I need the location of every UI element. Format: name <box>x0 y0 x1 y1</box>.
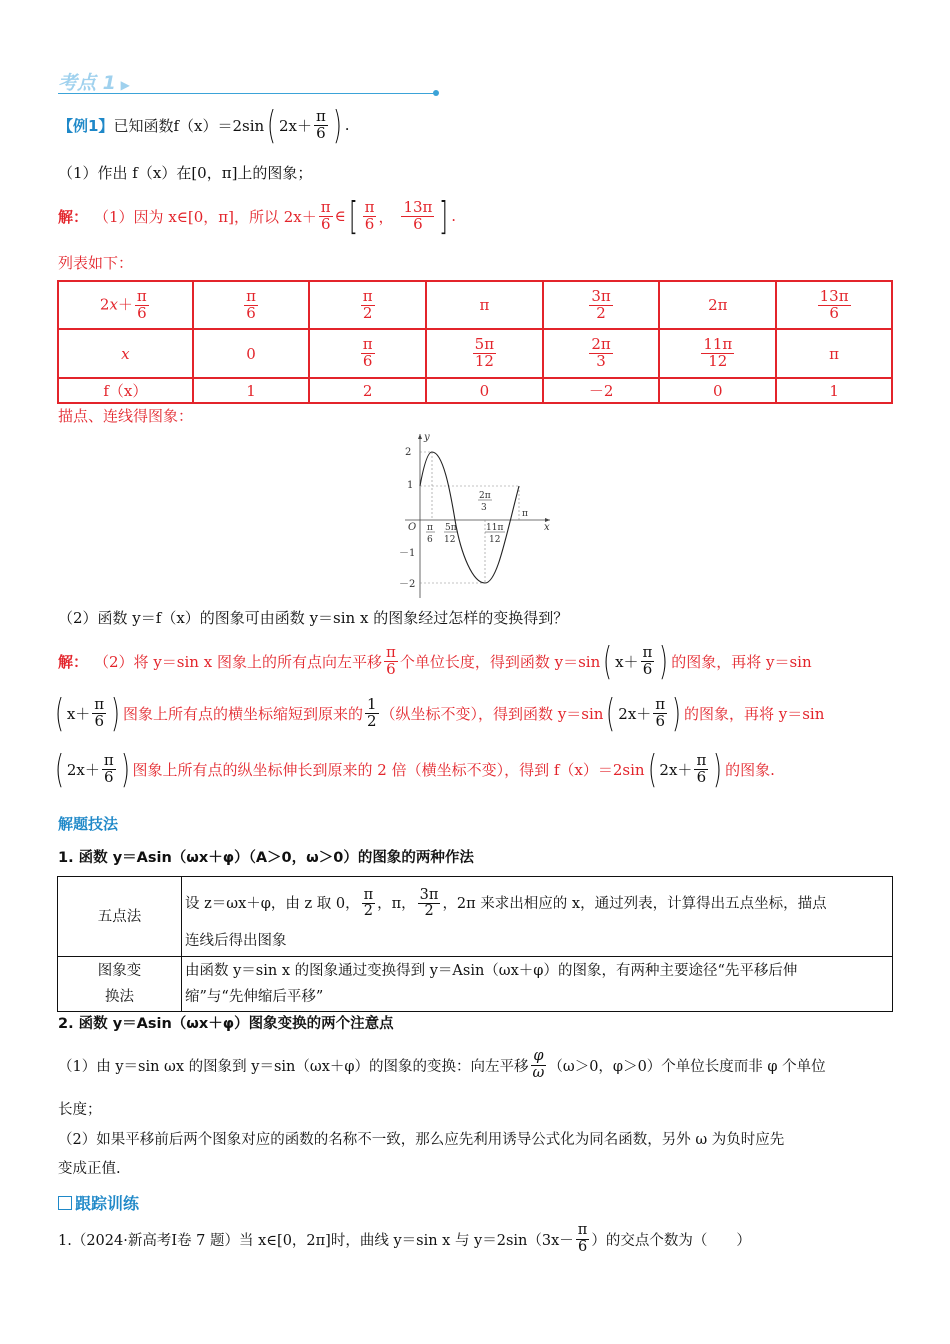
example-line: 【例1】 已知函数 f（x）＝2sin ( 2x＋ $\frac{\pi}{6}$ ) . <box>58 103 350 147</box>
value-table <box>57 280 893 404</box>
method-table <box>57 876 893 1012</box>
method-heading-2: 2. 函数 y＝Asin（ωx＋φ）图象变换的两个注意点 <box>58 1016 394 1032</box>
table-row: 2x＋ $\frac{\pi}{6}$ $\frac{\pi}{6}$ $\frac{\pi}{2}$ π $\frac{3\pi}{2}$ 2π $\frac{13\pi}{6}$ <box>58 281 892 329</box>
origin-label: O <box>408 522 417 533</box>
section-label: 考点 1 <box>58 72 116 94</box>
method-point-1-cont: 长度； <box>58 1102 102 1118</box>
svg-text:12: 12 <box>444 535 456 545</box>
svg-text:3: 3 <box>481 503 487 513</box>
sine-curve <box>420 452 519 583</box>
solution-1: 解： （1）因为 x∈[0，π]，所以 2x＋ $\frac{\pi}{6}$ ∈ [ $\frac{\pi}{6}$ ， $\frac{13\pi}{6}$ ] . <box>58 194 457 238</box>
method-point-2-cont: 变成正值. <box>58 1161 121 1177</box>
practice-question-1: 1.（2024·新高考Ⅰ卷 7 题）当 x∈[0，2π]时，曲线 y＝sin x 与 y＝2sin（3x－ $\frac{\pi}{6}$ ）的交点个数为（ ） <box>58 1222 751 1255</box>
row-label-2x: 2x＋ $\frac{\pi}{6}$ <box>58 281 193 329</box>
svg-text:2: 2 <box>405 447 412 458</box>
svg-text:11π: 11π <box>486 523 504 533</box>
example-lhs: f（x）＝2sin <box>173 116 265 135</box>
sine-graph <box>395 430 555 600</box>
svg-text:2π: 2π <box>479 491 491 501</box>
plot-intro: 描点、连线得图象： <box>58 407 194 425</box>
method-heading-1: 1. 函数 y＝Asin（ωx＋φ）（A＞0，ω＞0）的图象的两种作法 <box>58 850 474 866</box>
solution-2-line-1: 解： （2）将 y＝sin x 图象上的所有点向左平移 $\frac{\pi}{6}$ 个单位长度，得到函数 y＝sin ( x＋ $\frac{\pi}{6}$ ) 的图象，再将 y＝sin <box>58 639 812 683</box>
table-row: 五点法 设 z＝ωx＋φ，由 z 取 0， $\frac{\pi}{2}$ ，π， $\frac{3\pi}{2}$ ，2π 来求出相应的 x，通过列表，计算得出五点坐标，描点 连线后得出图象 <box>58 877 893 957</box>
svg-text:12: 12 <box>489 535 501 545</box>
section-dot <box>433 90 439 96</box>
question-1: （1）作出 f（x）在[0，π]上的图象； <box>58 164 313 182</box>
table-row: 图象变 换法 由函数 y＝sin x 的图象通过变换得到 y＝Asin（ωx＋φ）的图象，有两种主要途径“先平移后伸 缩”与“先伸缩后平移” <box>58 957 893 1012</box>
solution-2-line-2: ( x＋ $\frac{\pi}{6}$ ) 图象上所有点的横坐标缩短到原来的 $\frac{1}{2}$ （纵坐标不变），得到函数 y＝sin ( 2x＋ $\frac{\pi}{6}$ ) 的图象，再将 y＝sin <box>54 691 825 735</box>
example-intro: 已知函数 <box>113 116 174 135</box>
x-axis-label: x <box>544 522 550 533</box>
practice-header <box>58 1191 139 1214</box>
svg-text:－2: －2 <box>399 579 416 590</box>
method-point-2: （2）如果平移前后两个图象对应的函数的名称不一致，那么应先利用诱导公式化为同名函数，另外 ω 为负时应先 <box>58 1132 785 1148</box>
svg-text:1: 1 <box>407 480 414 491</box>
table-row: x 0 $\frac{\pi}{6}$ $\frac{5\pi}{12}$ $\frac{2\pi}{3}$ $\frac{11\pi}{12}$ π <box>58 329 892 378</box>
svg-text:π: π <box>522 509 528 519</box>
question-2: （2）函数 y＝f（x）的图象可由函数 y＝sin x 的图象经过怎样的变换得到？ <box>58 609 569 627</box>
section-underline <box>58 93 438 94</box>
svg-text:5π: 5π <box>445 523 457 533</box>
practice-title: 跟踪训练 <box>75 1194 140 1213</box>
solution-2-line-3: ( 2x＋ $\frac{\pi}{6}$ ) 图象上所有点的纵坐标伸长到原来的 2 倍（横坐标不变），得到 f（x）＝2sin ( 2x＋ $\frac{\pi}{6}$ ) 的图象. <box>54 747 775 791</box>
section-badge <box>58 68 130 95</box>
table-row: f（x） 1 2 0 －2 0 1 <box>58 378 892 403</box>
y-axis-label: y <box>424 432 430 443</box>
svg-text:π: π <box>427 523 433 533</box>
example-tag: 【例1】 <box>58 116 114 135</box>
svg-text:－1: －1 <box>399 548 416 559</box>
method-point-1: （1）由 y＝sin ωx 的图象到 y＝sin（ωx＋φ）的图象的变换：向左平移 $\frac{\varphi}{\omega}$ （ω＞0，φ＞0）个单位长度而非 φ 个单位 <box>58 1048 826 1081</box>
svg-text:6: 6 <box>427 535 433 545</box>
play-triangle-icon: ▶ <box>120 78 130 92</box>
method-title: 解题技法 <box>58 815 119 833</box>
table-intro: 列表如下： <box>58 254 134 272</box>
checkbox-icon <box>58 1196 72 1210</box>
